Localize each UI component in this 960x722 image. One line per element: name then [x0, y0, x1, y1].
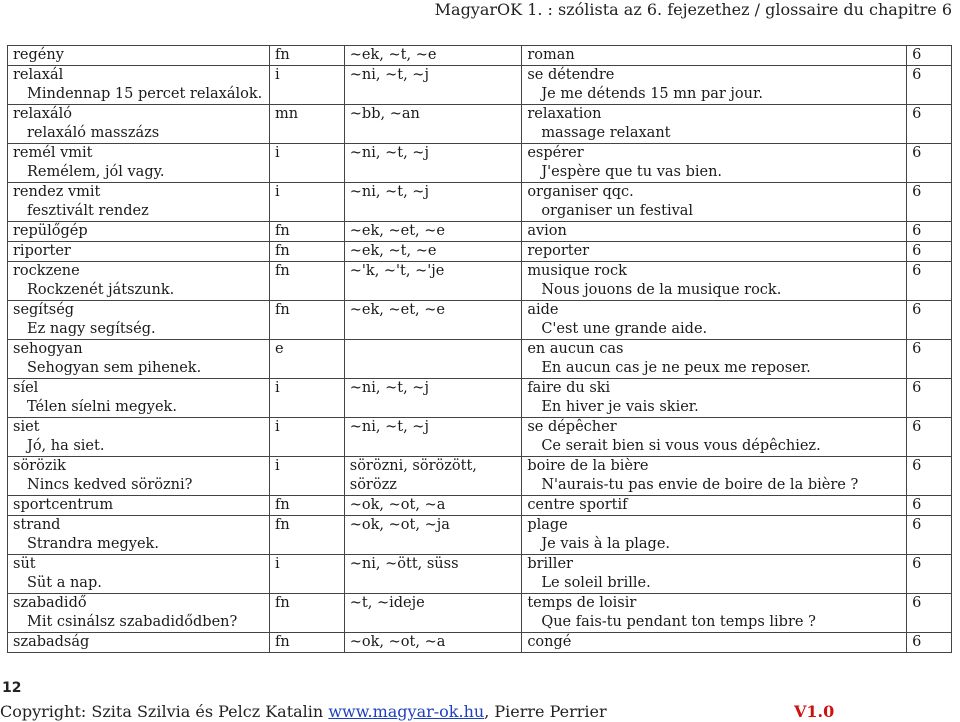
entry-forms [344, 183, 522, 222]
entry-pos [269, 262, 344, 301]
glossary-row [8, 594, 952, 633]
entry-word [8, 516, 270, 555]
entry-forms-text: ~ok, ~ot, ~a [349, 497, 446, 513]
page-header-title: MagyarOK 1. : szólista az 6. fejezethez / glossaire du chapitre 6 [434, 0, 952, 19]
example-french: organiser un festival [541, 203, 694, 219]
entry-chapter-text: 6 [912, 419, 922, 435]
entry-pos [269, 379, 344, 418]
entry-pos [269, 594, 344, 633]
entry-pos-text: fn [274, 223, 290, 239]
entry-pos [269, 457, 344, 496]
entry-chapter-text: 6 [912, 595, 922, 611]
page-number: 12 [2, 680, 22, 696]
entry-pos-text: e [274, 341, 284, 357]
entry-chapter-text: 6 [912, 517, 922, 533]
entry-chapter-text: 6 [912, 263, 922, 279]
entry-forms [344, 66, 522, 105]
entry-pos-text: fn [274, 595, 290, 611]
entry-word [8, 242, 270, 262]
entry-translation [522, 183, 907, 222]
entry-chapter [907, 144, 952, 183]
entry-word [8, 301, 270, 340]
entry-forms [344, 242, 522, 262]
entry-forms [344, 46, 522, 66]
entry-chapter [907, 242, 952, 262]
entry-word [8, 105, 270, 144]
entry-chapter-text: 6 [912, 634, 922, 650]
entry-word [8, 418, 270, 457]
entry-translation-text: espérer [527, 145, 584, 161]
entry-translation [522, 144, 907, 183]
example-french: massage relaxant [541, 125, 671, 141]
entry-forms [344, 105, 522, 144]
entry-translation [522, 633, 907, 653]
entry-pos-text: fn [274, 634, 290, 650]
entry-translation [522, 457, 907, 496]
entry-translation-text: aide [527, 302, 559, 318]
glossary-table [7, 45, 952, 653]
entry-pos [269, 222, 344, 242]
entry-chapter [907, 496, 952, 516]
entry-forms-text: ~ek, ~t, ~e [349, 47, 437, 63]
entry-chapter-text: 6 [912, 223, 922, 239]
entry-pos-text: fn [274, 263, 290, 279]
example-french: N'aurais-tu pas envie de boire de la bière ? [541, 477, 859, 493]
entry-translation-text: organiser qqc. [527, 184, 634, 200]
entry-translation-text: relaxation [527, 106, 602, 122]
entry-forms-text: ~'k, ~'t, ~'je [349, 263, 445, 279]
entry-translation-text: congé [527, 634, 572, 650]
glossary-row [8, 183, 952, 222]
example-hungarian: Ez nagy segítség. [27, 321, 156, 337]
entry-word-text: szabadidő [13, 595, 87, 611]
entry-chapter [907, 183, 952, 222]
glossary-row [8, 340, 952, 379]
entry-chapter-text: 6 [912, 380, 922, 396]
entry-translation-text: se dépêcher [527, 419, 617, 435]
entry-chapter-text: 6 [912, 556, 922, 572]
entry-word-text: süt [13, 556, 36, 572]
entry-chapter [907, 340, 952, 379]
glossary-row [8, 144, 952, 183]
entry-word [8, 555, 270, 594]
entry-word [8, 633, 270, 653]
entry-pos-text: fn [274, 302, 290, 318]
entry-translation [522, 301, 907, 340]
entry-forms-text: ~ek, ~et, ~e [349, 302, 446, 318]
entry-forms-text: ~ok, ~ot, ~a [349, 634, 446, 650]
entry-translation-text: avion [527, 223, 567, 239]
entry-pos [269, 418, 344, 457]
entry-translation [522, 262, 907, 301]
entry-word-text: síel [13, 380, 39, 396]
glossary-row [8, 46, 952, 66]
glossary-row [8, 418, 952, 457]
entry-forms [344, 301, 522, 340]
copyright-author: , Pierre Perrier [484, 702, 607, 721]
website-link[interactable]: www.magyar-ok.hu [328, 702, 485, 721]
entry-word-text: sportcentrum [13, 497, 114, 513]
entry-chapter [907, 66, 952, 105]
entry-forms [344, 555, 522, 594]
entry-pos [269, 242, 344, 262]
entry-forms-text: ~ok, ~ot, ~ja [349, 517, 450, 533]
entry-forms-text: ~ni, ~t, ~j [349, 184, 429, 200]
glossary-row [8, 66, 952, 105]
example-french: J'espère que tu vas bien. [541, 164, 723, 180]
example-hungarian: Strandra megyek. [27, 536, 159, 552]
entry-chapter-text: 6 [912, 184, 922, 200]
entry-word [8, 183, 270, 222]
entry-pos-text: fn [274, 497, 290, 513]
entry-translation-text: musique rock [527, 263, 627, 279]
example-hungarian: Remélem, jól vagy. [27, 164, 165, 180]
entry-translation-text: centre sportif [527, 497, 628, 513]
entry-chapter-text: 6 [912, 106, 922, 122]
entry-translation [522, 555, 907, 594]
example-french: C'est une grande aide. [541, 321, 708, 337]
example-french: Le soleil brille. [541, 575, 651, 591]
entry-word [8, 222, 270, 242]
entry-pos-text: i [274, 67, 280, 83]
entry-forms [344, 457, 522, 496]
entry-translation-text: temps de loisir [527, 595, 637, 611]
entry-forms-text: ~t, ~ideje [349, 595, 425, 611]
glossary-row [8, 262, 952, 301]
example-hungarian: Süt a nap. [27, 575, 102, 591]
example-french: Ce serait bien si vous vous dépêchiez. [541, 438, 821, 454]
entry-word-text: szabadság [13, 634, 90, 650]
entry-translation [522, 418, 907, 457]
entry-translation [522, 379, 907, 418]
entry-chapter [907, 222, 952, 242]
entry-word-text: relaxáló [13, 106, 72, 122]
glossary-row [8, 555, 952, 594]
example-hungarian: Sehogyan sem pihenek. [27, 360, 202, 376]
entry-pos [269, 633, 344, 653]
entry-forms-text: ~ek, ~et, ~e [349, 223, 446, 239]
entry-chapter-text: 6 [912, 497, 922, 513]
example-hungarian: relaxáló masszázs [27, 125, 160, 141]
entry-chapter [907, 262, 952, 301]
example-french: En hiver je vais skier. [541, 399, 699, 415]
entry-translation [522, 222, 907, 242]
entry-translation-text: se détendre [527, 67, 615, 83]
entry-word-text: rockzene [13, 263, 80, 279]
entry-pos-text: i [274, 419, 280, 435]
entry-forms-text: ~ni, ~t, ~j [349, 67, 429, 83]
entry-chapter [907, 594, 952, 633]
entry-chapter [907, 633, 952, 653]
example-hungarian: Rockzenét játszunk. [27, 282, 175, 298]
entry-forms [344, 496, 522, 516]
example-hungarian: Mindennap 15 percet relaxálok. [27, 86, 263, 102]
entry-translation [522, 66, 907, 105]
entry-forms [344, 594, 522, 633]
entry-pos [269, 516, 344, 555]
example-hungarian: Mit csinálsz szabadidődben? [27, 614, 238, 630]
glossary-row [8, 105, 952, 144]
entry-word [8, 379, 270, 418]
entry-chapter [907, 516, 952, 555]
entry-pos [269, 66, 344, 105]
glossary-row [8, 457, 952, 496]
example-french: En aucun cas je ne peux me reposer. [541, 360, 811, 376]
entry-forms [344, 340, 522, 379]
entry-chapter-text: 6 [912, 341, 922, 357]
entry-chapter-text: 6 [912, 302, 922, 318]
entry-forms [344, 379, 522, 418]
entry-translation-text: boire de la bière [527, 458, 649, 474]
entry-word [8, 457, 270, 496]
entry-word [8, 66, 270, 105]
entry-forms-text: sörözni, sörözött, sörözz [349, 458, 477, 493]
entry-pos-text: i [274, 184, 280, 200]
entry-chapter [907, 379, 952, 418]
entry-pos [269, 555, 344, 594]
entry-forms-text: ~ni, ~t, ~j [349, 419, 429, 435]
entry-chapter-text: 6 [912, 47, 922, 63]
entry-translation [522, 46, 907, 66]
entry-translation-text: briller [527, 556, 573, 572]
entry-word-text: strand [13, 517, 61, 533]
entry-pos-text: mn [274, 106, 299, 122]
entry-word-text: repülőgép [13, 223, 88, 239]
example-french: Je vais à la plage. [541, 536, 671, 552]
example-hungarian: Jó, ha siet. [27, 438, 105, 454]
entry-pos-text: i [274, 145, 280, 161]
version-label: V1.0 [794, 702, 835, 721]
entry-pos [269, 183, 344, 222]
example-hungarian: Nincs kedved sörözni? [27, 477, 193, 493]
example-hungarian: fesztivált rendez [27, 203, 149, 219]
entry-chapter [907, 418, 952, 457]
entry-translation [522, 105, 907, 144]
entry-pos [269, 301, 344, 340]
entry-chapter [907, 301, 952, 340]
entry-chapter [907, 457, 952, 496]
entry-word-text: remél vmit [13, 145, 93, 161]
copyright-text: Copyright: Szita Szilvia és Pelcz Katalin [0, 702, 329, 721]
entry-translation [522, 496, 907, 516]
entry-pos-text: fn [274, 243, 290, 259]
glossary-row [8, 633, 952, 653]
entry-word-text: segítség [13, 302, 75, 318]
entry-forms [344, 418, 522, 457]
entry-translation-text: reporter [527, 243, 590, 259]
entry-word [8, 144, 270, 183]
entry-translation [522, 340, 907, 379]
entry-word-text: sörözik [13, 458, 66, 474]
entry-forms-text: ~ni, ~ött, süss [349, 556, 459, 572]
entry-chapter-text: 6 [912, 458, 922, 474]
entry-forms-text: ~bb, ~an [349, 106, 420, 122]
entry-pos-text: i [274, 380, 280, 396]
entry-forms [344, 516, 522, 555]
entry-word-text: siet [13, 419, 40, 435]
entry-forms [344, 144, 522, 183]
entry-forms [344, 633, 522, 653]
entry-chapter [907, 46, 952, 66]
entry-chapter-text: 6 [912, 243, 922, 259]
example-hungarian: Télen síelni megyek. [27, 399, 177, 415]
entry-chapter [907, 555, 952, 594]
entry-translation-text: faire du ski [527, 380, 611, 396]
entry-word [8, 340, 270, 379]
entry-translation [522, 516, 907, 555]
example-french: Que fais-tu pendant ton temps libre ? [541, 614, 816, 630]
entry-pos-text: i [274, 458, 280, 474]
glossary-row [8, 496, 952, 516]
glossary-row [8, 301, 952, 340]
entry-word-text: sehogyan [13, 341, 83, 357]
entry-pos [269, 496, 344, 516]
entry-translation [522, 594, 907, 633]
entry-word-text: regény [13, 47, 64, 63]
example-french: Je me détends 15 mn par jour. [541, 86, 763, 102]
entry-forms-text: ~ni, ~t, ~j [349, 380, 429, 396]
glossary-row [8, 222, 952, 242]
entry-word [8, 262, 270, 301]
entry-word-text: rendez vmit [13, 184, 101, 200]
entry-word [8, 594, 270, 633]
entry-word-text: relaxál [13, 67, 64, 83]
entry-forms-text: ~ni, ~t, ~j [349, 145, 429, 161]
example-french: Nous jouons de la musique rock. [541, 282, 782, 298]
entry-translation-text: en aucun cas [527, 341, 624, 357]
entry-chapter [907, 105, 952, 144]
glossary-row [8, 379, 952, 418]
glossary-row [8, 242, 952, 262]
entry-forms [344, 262, 522, 301]
entry-pos [269, 46, 344, 66]
entry-forms-text: ~ek, ~t, ~e [349, 243, 437, 259]
entry-word-text: riporter [13, 243, 71, 259]
entry-pos-text: fn [274, 517, 290, 533]
entry-word [8, 46, 270, 66]
entry-pos [269, 340, 344, 379]
entry-pos-text: i [274, 556, 280, 572]
entry-forms [344, 222, 522, 242]
entry-chapter-text: 6 [912, 67, 922, 83]
entry-pos [269, 144, 344, 183]
entry-translation-text: plage [527, 517, 568, 533]
entry-word [8, 496, 270, 516]
entry-translation-text: roman [527, 47, 575, 63]
copyright-line [0, 702, 607, 721]
glossary-row [8, 516, 952, 555]
entry-translation [522, 242, 907, 262]
entry-chapter-text: 6 [912, 145, 922, 161]
entry-pos [269, 105, 344, 144]
entry-pos-text: fn [274, 47, 290, 63]
